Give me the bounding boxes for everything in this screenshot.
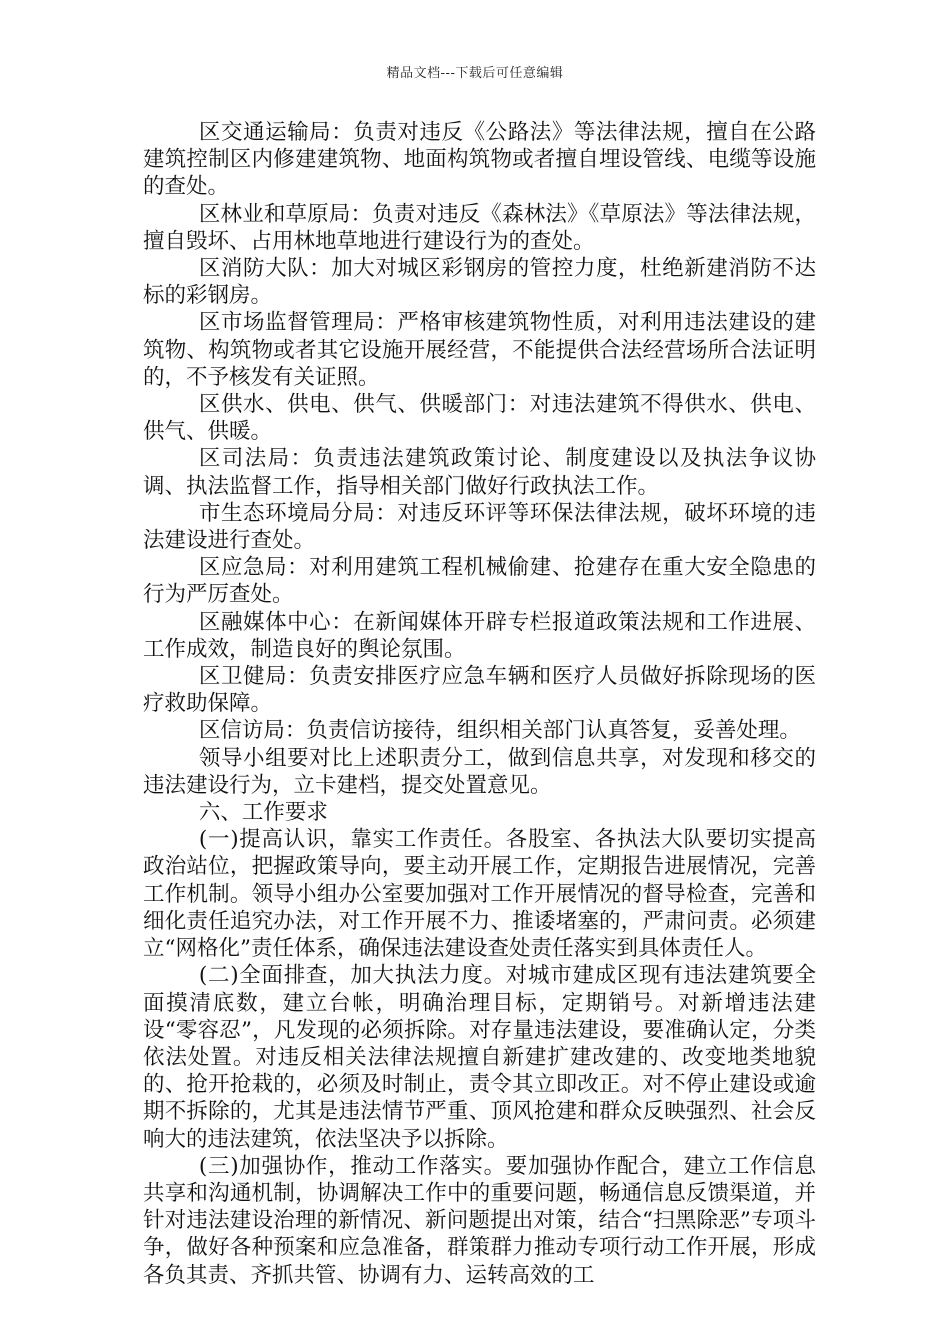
paragraph-fire-brigade: 区消防大队：加大对城区彩钢房的管控力度，杜绝新建消防不达标的彩钢房。 [143,256,816,309]
paragraph-petition-bureau: 区信访局：负责信访接待，组织相关部门认真答复，妥善处理。 [198,718,801,744]
paragraph-requirement-1: (一)提高认识，靠实工作责任。各股室、各执法大队要切实提高政治站位，把握政策导向，要主动开展工作，定期报告进展情况，完善工作机制。领导小组办公室要加强对工作开展情况的督导检查，完善和细化责任追究办法，对工作开展不力、推诿堵塞的，严肃问责。必须建立“网格化”责任体系，确保违法建设查处责任落实到具体责任人。 [143,827,816,962]
paragraph-requirement-2: (二)全面排查，加大执法力度。对城市建成区现有违法建筑要全面摸清底数，建立台帐，明确治理目标，定期销号。对新增违法建设“零容忍”，凡发现的必须拆除。对存量违法建设，要准确认定，分类依法处置。对违反相关法律法规擅自新建扩建改建的、改变地类地貌的、抢开抢栽的，必须及时制止，责令其立即改正。对不停止建设或逾期不拆除的，尤其是违法情节严重、顶风抢建和群众反映强烈、社会反响大的违法建筑，依法坚决予以拆除。 [143,963,816,1152]
document-body [143,119,816,1289]
page-header: 精品文档---下载后可任意编辑 [386,66,564,81]
section-heading-work-requirements: 六、工作要求 [198,800,328,826]
paragraph-requirement-3: (三)加强协作，推动工作落实。要加强协作配合，建立工作信息共享和沟通机制，协调解决工作中的重要问题，畅通信息反馈渠道，并针对违法建设治理的新情况、新问题提出对策，结合“扫黑除恶”专项斗争，做好各种预案和应急准备，群策群力推动专项行动工作开展，形成各负其责、齐抓共管、协调有力、运转高效的工 [143,1153,816,1288]
paragraph-transport-bureau: 区交通运输局：负责对违反《公路法》等法律法规，擅自在公路建筑控制区内修建建筑物、地面构筑物或者擅自埋设管线、电缆等设施的查处。 [143,120,816,200]
paragraph-media-center: 区融媒体中心：在新闻媒体开辟专栏报道政策法规和工作进展、工作成效，制造良好的舆论氛围。 [143,609,816,662]
paragraph-emergency-bureau: 区应急局：对利用建筑工程机械偷建、抢建存在重大安全隐患的行为严厉查处。 [143,555,816,608]
paragraph-justice-bureau: 区司法局：负责违法建筑政策讨论、制度建设以及执法争议协调、执法监督工作，指导相关部门做好行政执法工作。 [143,446,816,499]
paragraph-utilities: 区供水、供电、供气、供暖部门：对违法建筑不得供水、供电、供气、供暖。 [143,392,816,445]
paragraph-leading-group: 领导小组要对比上述职责分工，做到信息共享，对发现和移交的违法建设行为，立卡建档，提交处置意见。 [143,745,816,798]
paragraph-health-bureau: 区卫健局：负责安排医疗应急车辆和医疗人员做好拆除现场的医疗救助保障。 [143,664,816,717]
paragraph-market-supervision: 区市场监督管理局：严格审核建筑物性质，对利用违法建设的建筑物、构筑物或者其它设施开展经营，不能提供合法经营场所合法证明的，不予核发有关证照。 [143,310,816,390]
paragraph-ecology-bureau: 市生态环境局分局：对违反环评等环保法律法规，破坏环境的违法建设进行查处。 [143,500,816,554]
paragraph-forestry-bureau: 区林业和草原局：负责对违反《森林法》《草原法》等法律法规，擅自毁坏、占用林地草地进行建设行为的查处。 [143,201,816,254]
